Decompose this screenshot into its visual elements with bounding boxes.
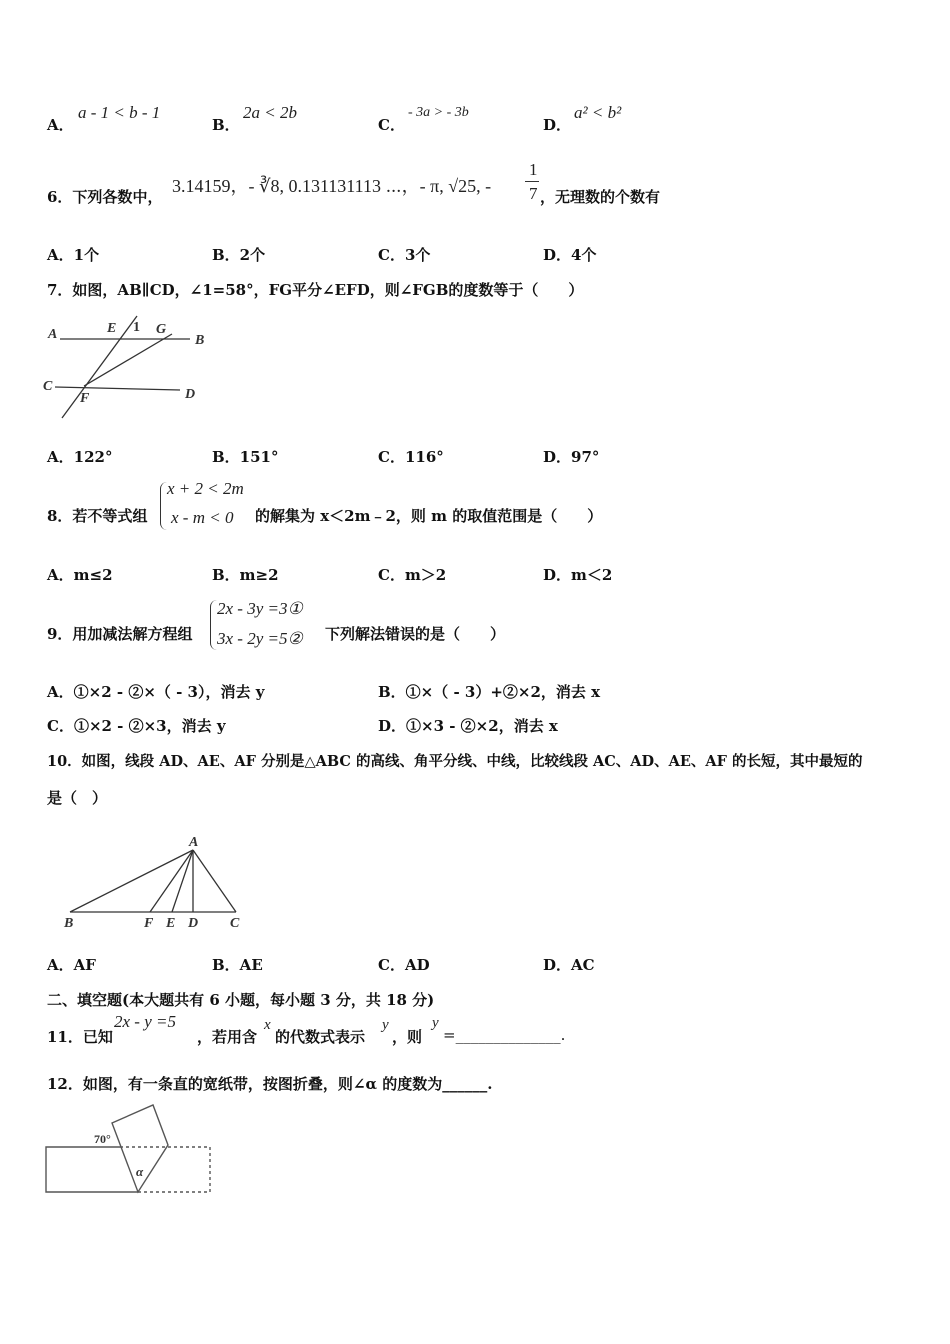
q5-option-c-expr: - 3a > - 3b bbox=[408, 105, 469, 120]
q7-option-c: C．116° bbox=[378, 448, 444, 466]
q11-x: x bbox=[264, 1017, 271, 1033]
q6-prefix: 6．下列各数中， bbox=[47, 188, 163, 206]
q7-label-f: F bbox=[80, 391, 90, 406]
q10-option-b: B．AE bbox=[212, 956, 263, 974]
q5-option-a-label: A． bbox=[47, 116, 74, 134]
q8-option-c: C．m＞2 bbox=[378, 566, 447, 584]
q9-option-b: B．①×（ - 3）+②×2，消去 x bbox=[378, 683, 601, 701]
q11-p2: ，若用含 bbox=[197, 1028, 258, 1046]
q6-frac-den: 7 bbox=[529, 184, 538, 203]
q10-label-d: D bbox=[188, 916, 199, 931]
q7-option-a: A．122° bbox=[47, 448, 113, 466]
q7-label-e: E bbox=[107, 321, 117, 336]
q6-option-a: A．1个 bbox=[47, 246, 100, 264]
q11-p1: 11．已知 bbox=[47, 1028, 113, 1046]
q12-alpha-label: α bbox=[136, 1164, 144, 1179]
q8-option-a: A．m≤2 bbox=[47, 566, 113, 584]
q6-suffix: ，无理数的个数有 bbox=[540, 188, 661, 206]
q9-brace bbox=[210, 600, 217, 650]
q11-y2: y bbox=[432, 1015, 439, 1031]
q7-text: 7．如图，AB∥CD，∠1=58°，FG平分∠EFD，则∠FGB的度数等于（ ） bbox=[47, 281, 584, 299]
q7-option-b: B．151° bbox=[212, 448, 279, 466]
q9-option-c: C．①×2 - ②×3，消去 y bbox=[47, 717, 226, 735]
q8-eq1: x + 2 < 2m bbox=[167, 479, 244, 498]
q10-label-f: F bbox=[144, 916, 154, 931]
q10-text-line2: 是（ ） bbox=[47, 789, 108, 807]
q10-label-b: B bbox=[64, 916, 74, 931]
q6-option-c: C．3个 bbox=[378, 246, 431, 264]
q7-label-g: G bbox=[156, 322, 167, 337]
q12-angle-label: 70° bbox=[94, 1132, 111, 1146]
q9-option-d: D．①×3 - ②×2，消去 x bbox=[378, 717, 558, 735]
q5-option-c-label: C． bbox=[378, 116, 405, 134]
q11-y: y bbox=[382, 1017, 389, 1033]
q9-eq2: 3x - 2y =5② bbox=[217, 629, 303, 648]
q5-option-b-expr: 2a < 2b bbox=[243, 103, 297, 122]
q5-option-d-expr: a² < b² bbox=[574, 103, 622, 122]
q6-option-d: D．4个 bbox=[543, 246, 597, 264]
q9-eq1: 2x - 3y =3① bbox=[217, 599, 303, 618]
q5-option-a-expr: a - 1 < b - 1 bbox=[78, 103, 161, 122]
q11-p3: 的代数式表示 bbox=[275, 1028, 366, 1046]
q10-option-c: C．AD bbox=[378, 956, 430, 974]
q5-option-b-label: B． bbox=[212, 116, 240, 134]
q9-option-a: A．①×2 - ②×（ - 3），消去 y bbox=[47, 683, 265, 701]
q10-option-d: D．AC bbox=[543, 956, 595, 974]
q7-label-a: A bbox=[48, 327, 58, 342]
q11-answer-blank[interactable]: =______________. bbox=[443, 1026, 566, 1044]
q7-label-d: D bbox=[185, 387, 196, 402]
q8-brace bbox=[160, 482, 167, 530]
q11-eq: 2x - y =5 bbox=[114, 1012, 176, 1031]
q12-text: 12．如图，有一条直的宽纸带，按图折叠，则∠α 的度数为______. bbox=[47, 1075, 493, 1093]
q10-text-line1: 10．如图，线段 AD、AE、AF 分别是△ABC 的高线、角平分线、中线，比较线段 AC、AD、AE、AF 的长短，其中最短的 bbox=[47, 753, 863, 770]
q10-label-c: C bbox=[230, 916, 240, 931]
q8-suffix: 的解集为 x＜2m﹣2，则 m 的取值范围是（ ） bbox=[255, 507, 603, 525]
q8-prefix: 8．若不等式组 bbox=[47, 507, 148, 525]
q6-frac-num: 1 bbox=[529, 160, 538, 179]
q8-option-d: D．m＜2 bbox=[543, 566, 613, 584]
q7-label-b: B bbox=[195, 333, 205, 348]
q11-p4: ，则 bbox=[392, 1028, 423, 1046]
q9-prefix: 9．用加减法解方程组 bbox=[47, 625, 193, 643]
q10-label-e: E bbox=[166, 916, 176, 931]
q9-suffix: 下列解法错误的是（ ） bbox=[325, 625, 506, 643]
q7-option-d: D．97° bbox=[543, 448, 600, 466]
section-2-heading: 二、填空题(本大题共有 6 小题，每小题 3 分，共 18 分) bbox=[47, 991, 435, 1009]
q6-numbers: 3.14159，- ∛8, 0.131131113 ⋯，- π, √25, - bbox=[172, 176, 492, 196]
q8-option-b: B．m≥2 bbox=[212, 566, 279, 584]
q8-eq2: x - m < 0 bbox=[171, 508, 234, 527]
q10-label-a: A bbox=[189, 835, 199, 850]
q5-option-d-label: D． bbox=[543, 116, 572, 134]
q7-label-1: 1 bbox=[133, 320, 140, 335]
q10-option-a: A．AF bbox=[47, 956, 96, 974]
q7-label-c: C bbox=[43, 379, 53, 394]
q6-option-b: B．2个 bbox=[212, 246, 266, 264]
